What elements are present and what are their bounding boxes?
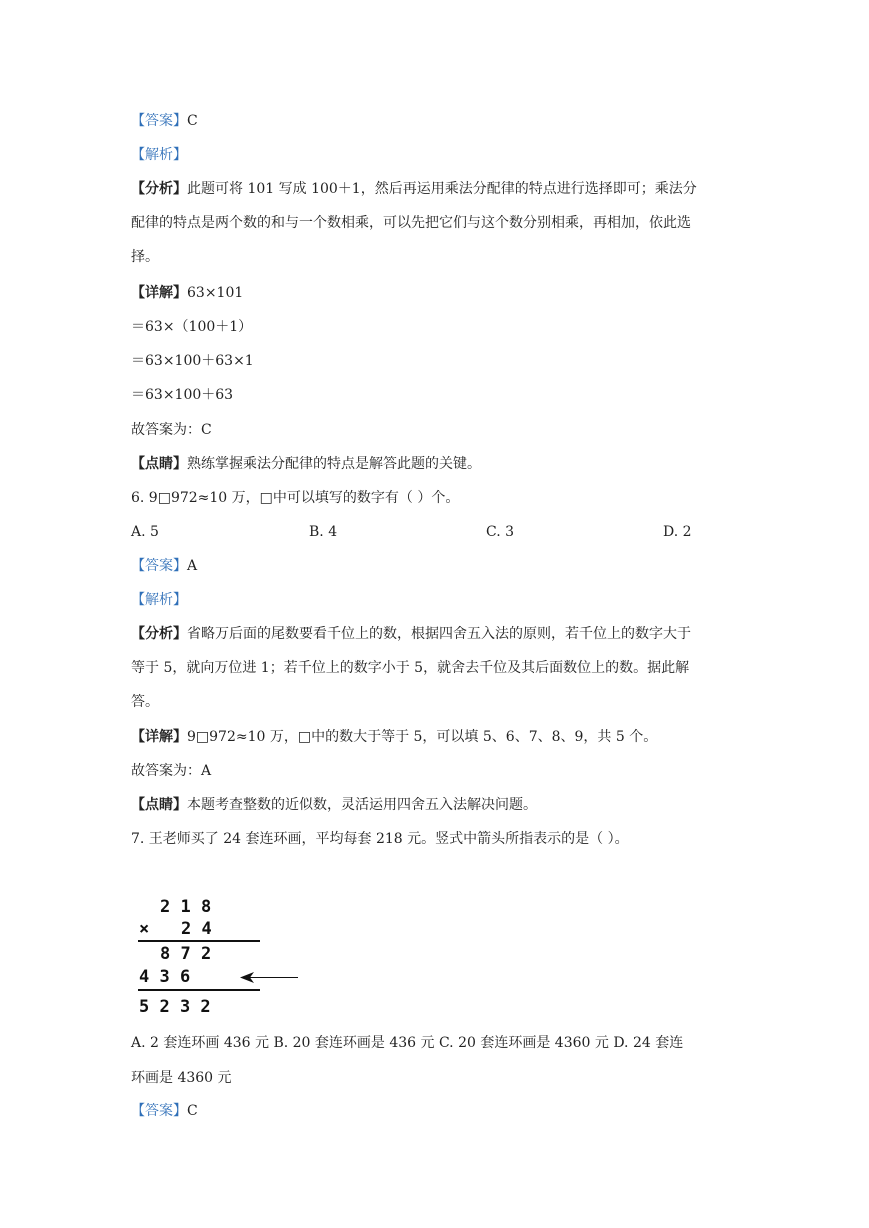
q5-conclusion: 故答案为：C <box>131 422 212 438</box>
multiplier: 2 4 <box>181 919 212 939</box>
fenxi-text: 省略万后面的尾数要看千位上的数，根据四舍五入法的原则，若千位上的数字大于 <box>187 626 691 642</box>
q5-detail-line3: ＝63×100＋63×1 <box>131 353 254 369</box>
q5-analysis-tag: 【解析】 <box>131 147 187 163</box>
q5-answer-line <box>131 111 198 131</box>
q5-fenxi-line3: 择。 <box>131 249 159 265</box>
q5-comment <box>131 454 481 474</box>
q6-stem: 6. 9□972≈10 万，□中可以填写的数字有（ ）个。 <box>131 490 460 506</box>
comment-text: 本题考查整数的近似数，灵活运用四舍五入法解决问题。 <box>187 797 537 813</box>
q7-answer-line <box>131 1101 198 1121</box>
q6-option-a: A. 5 <box>131 524 159 540</box>
times-sign: × <box>139 919 150 939</box>
q7-stem: 7. 王老师买了 24 套连环画，平均每套 218 元。竖式中箭头所指表示的是（ ）。 <box>131 831 629 847</box>
q5-fenxi-line2: 配律的特点是两个数的和与一个数相乘，可以先把它们与这个数分别相乘，再相加，依此选 <box>131 215 691 231</box>
q7-options-line1: A. 2 套连环画 436 元 B. 20 套连环画是 436 元 C. 20 套连环画是 4360 元 D. 24 套连 <box>131 1035 684 1051</box>
q5-fenxi-line1 <box>131 179 697 199</box>
q7-options-line2: 环画是 4360 元 <box>131 1070 232 1086</box>
fenxi-text: 此题可将 101 写成 100＋1，然后再运用乘法分配律的特点进行选择即可；乘法分 <box>187 181 697 197</box>
q6-fenxi-line3: 答。 <box>131 694 159 710</box>
detail-tag: 【详解】 <box>131 285 187 301</box>
q5-detail-line1 <box>131 283 243 303</box>
answer-tag: 【答案】 <box>131 1103 187 1119</box>
answer-tag: 【答案】 <box>131 113 187 129</box>
q6-fenxi-line2: 等于 5，就向万位进 1；若千位上的数字小于 5，就舍去千位及其后面数位上的数。据此解 <box>131 660 690 676</box>
q6-comment <box>131 795 537 815</box>
comment-tag: 【点睛】 <box>131 797 187 813</box>
fenxi-tag: 【分析】 <box>131 181 187 197</box>
partial-product-1: 8 7 2 <box>160 944 212 964</box>
rule-2 <box>138 989 260 991</box>
comment-tag: 【点睛】 <box>131 456 187 472</box>
detail-text: 63×101 <box>187 285 244 301</box>
fenxi-tag: 【分析】 <box>131 626 187 642</box>
comment-text: 熟练掌握乘法分配律的特点是解答此题的关键。 <box>187 456 481 472</box>
q6-answer-line <box>131 556 197 576</box>
partial-product-2: 4 3 6 <box>139 967 191 987</box>
answer-value: A <box>187 558 198 574</box>
q6-conclusion: 故答案为：A <box>131 763 212 779</box>
multiplicand: 2 1 8 <box>160 897 212 917</box>
q6-option-b: B. 4 <box>309 524 338 540</box>
answer-tag: 【答案】 <box>131 558 187 574</box>
answer-value: C <box>187 1103 198 1119</box>
rule-1 <box>138 940 260 942</box>
q5-detail-line4: ＝63×100＋63 <box>131 387 234 403</box>
q6-analysis-tag: 【解析】 <box>131 592 187 608</box>
q6-option-c: C. 3 <box>486 524 515 540</box>
q5-detail-line2: ＝63×（100＋1） <box>131 319 253 335</box>
detail-text: 9□972≈10 万，□中的数大于等于 5，可以填 5、6、7、8、9，共 5 个。 <box>187 729 658 745</box>
arrow-left-icon <box>240 971 254 984</box>
q6-detail <box>131 727 657 747</box>
q6-fenxi-line1 <box>131 624 691 644</box>
answer-value: C <box>187 113 198 129</box>
final-product: 5 2 3 2 <box>139 997 211 1017</box>
detail-tag: 【详解】 <box>131 729 187 745</box>
q6-option-d: D. 2 <box>663 524 692 540</box>
